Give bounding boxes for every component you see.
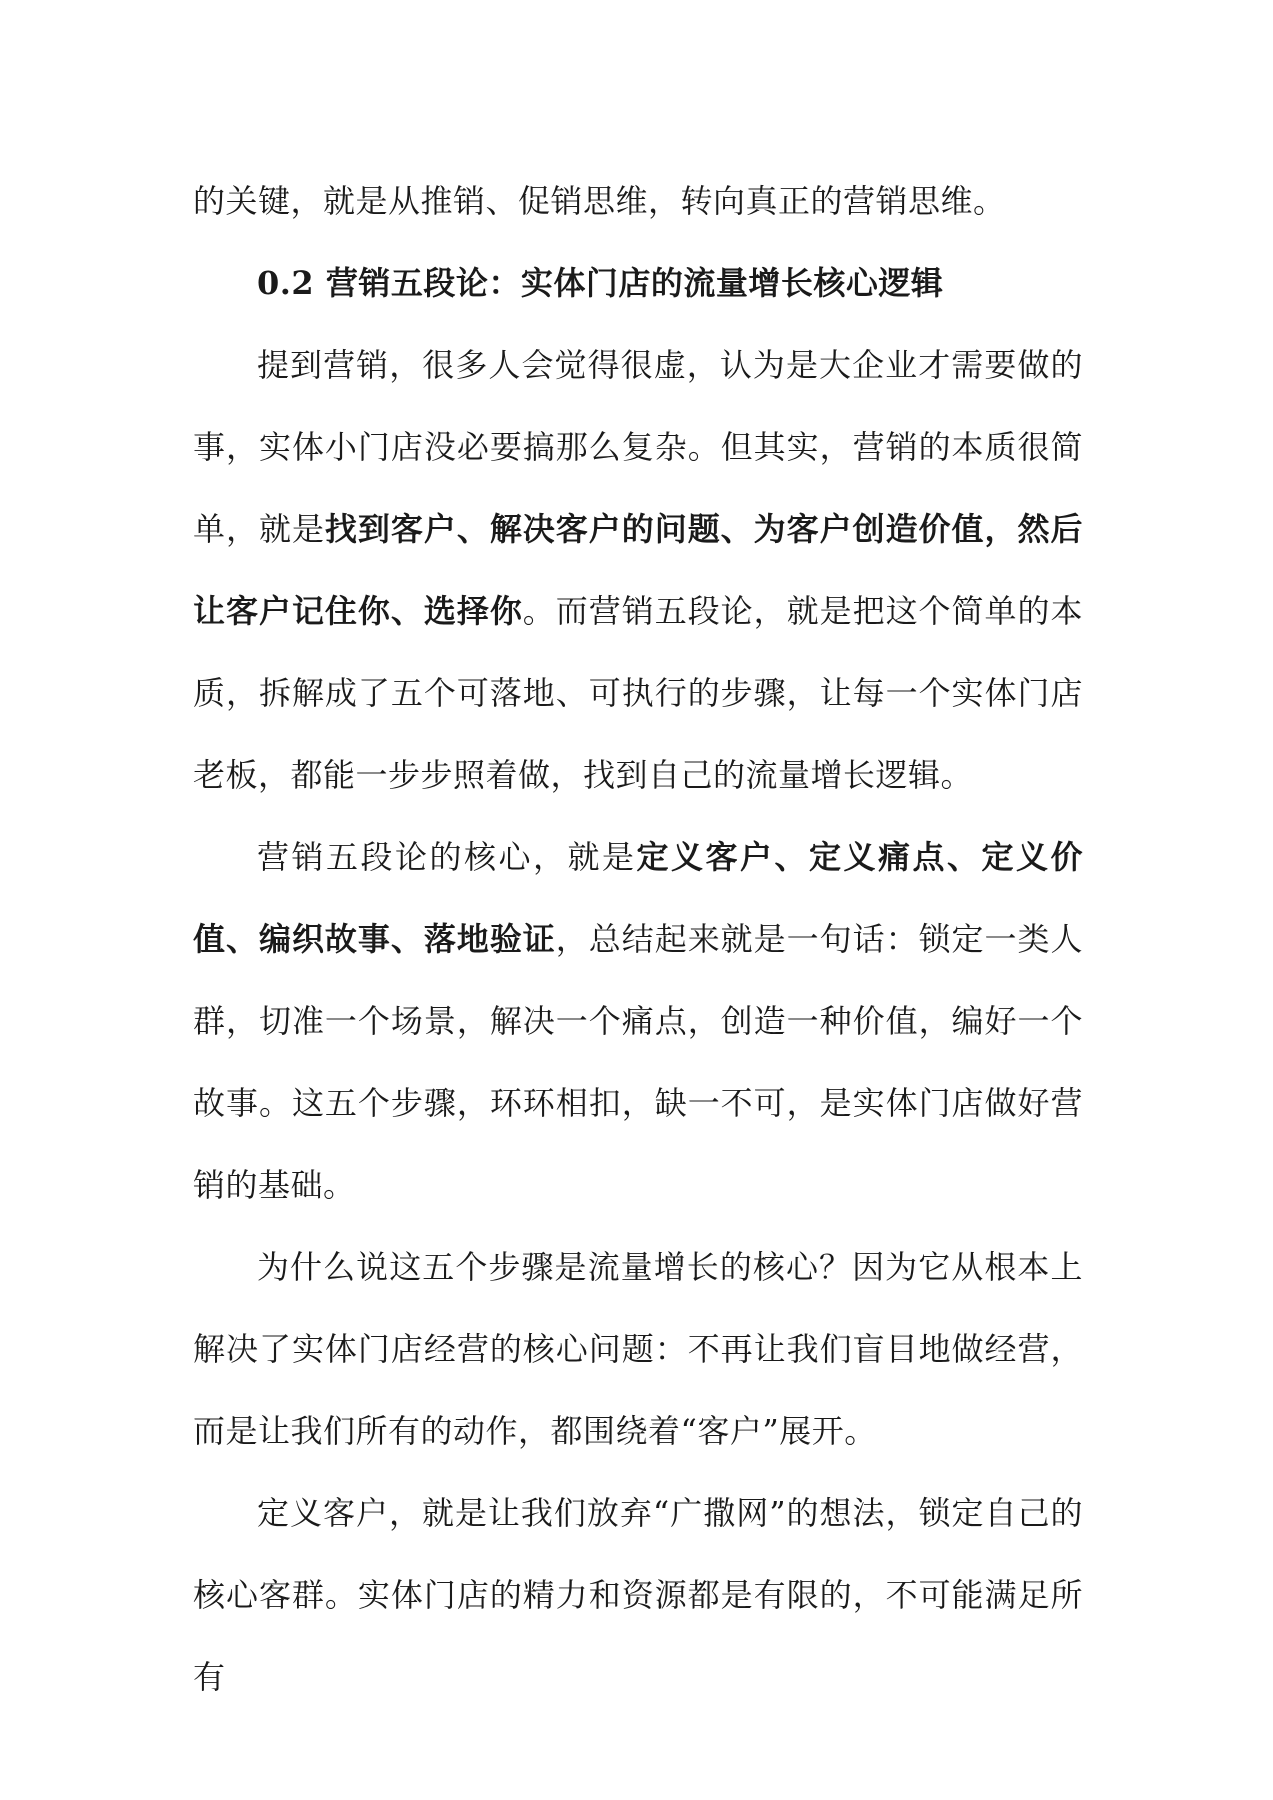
paragraph-text: 营销五段论的核心，就是 <box>257 838 637 876</box>
section-heading: 0.2 营销五段论：实体门店的流量增长核心逻辑 <box>257 264 944 302</box>
paragraph-text: 提到营销，很多人会觉得很虚，认为是大企业才需要做的事，实体小门店没必要搞那么复杂。但其实，营销的本质很简单，就是 <box>193 346 1083 548</box>
bold-emphasis: 找到客户、解决客户的问题、为客户创造价值，然后让客户记住你、选择你 <box>193 510 1083 630</box>
paragraph-text: ，总结起来就是一句话：锁定一类人群，切准一个场景，解决一个痛点，创造一种价值，编好一个故事。这五个步骤，环环相扣，缺一不可，是实体门店做好营销的基础。 <box>193 920 1083 1204</box>
paragraph-five-steps-core <box>193 816 1083 1226</box>
document-body <box>193 160 1083 1718</box>
paragraph-why-core: 为什么说这五个步骤是流量增长的核心？因为它从根本上解决了实体门店经营的核心问题：不再让我们盲目地做经营，而是让我们所有的动作，都围绕着“客户”展开。 <box>193 1248 1083 1450</box>
paragraph-marketing-essence <box>193 324 1083 816</box>
paragraph-continued: 的关键，就是从推销、促销思维，转向真正的营销思维。 <box>193 182 1006 220</box>
paragraph-text: 。而营销五段论，就是把这个简单的本质，拆解成了五个可落地、可执行的步骤，让每一个实体门店老板，都能一步步照着做，找到自己的流量增长逻辑。 <box>193 592 1083 794</box>
bold-emphasis: 定义客户、定义痛点、定义价值、编织故事、落地验证 <box>193 838 1083 958</box>
paragraph-define-customer: 定义客户，就是让我们放弃“广撒网”的想法，锁定自己的核心客群。实体门店的精力和资源都是有限的，不可能满足所有 <box>193 1494 1083 1696</box>
